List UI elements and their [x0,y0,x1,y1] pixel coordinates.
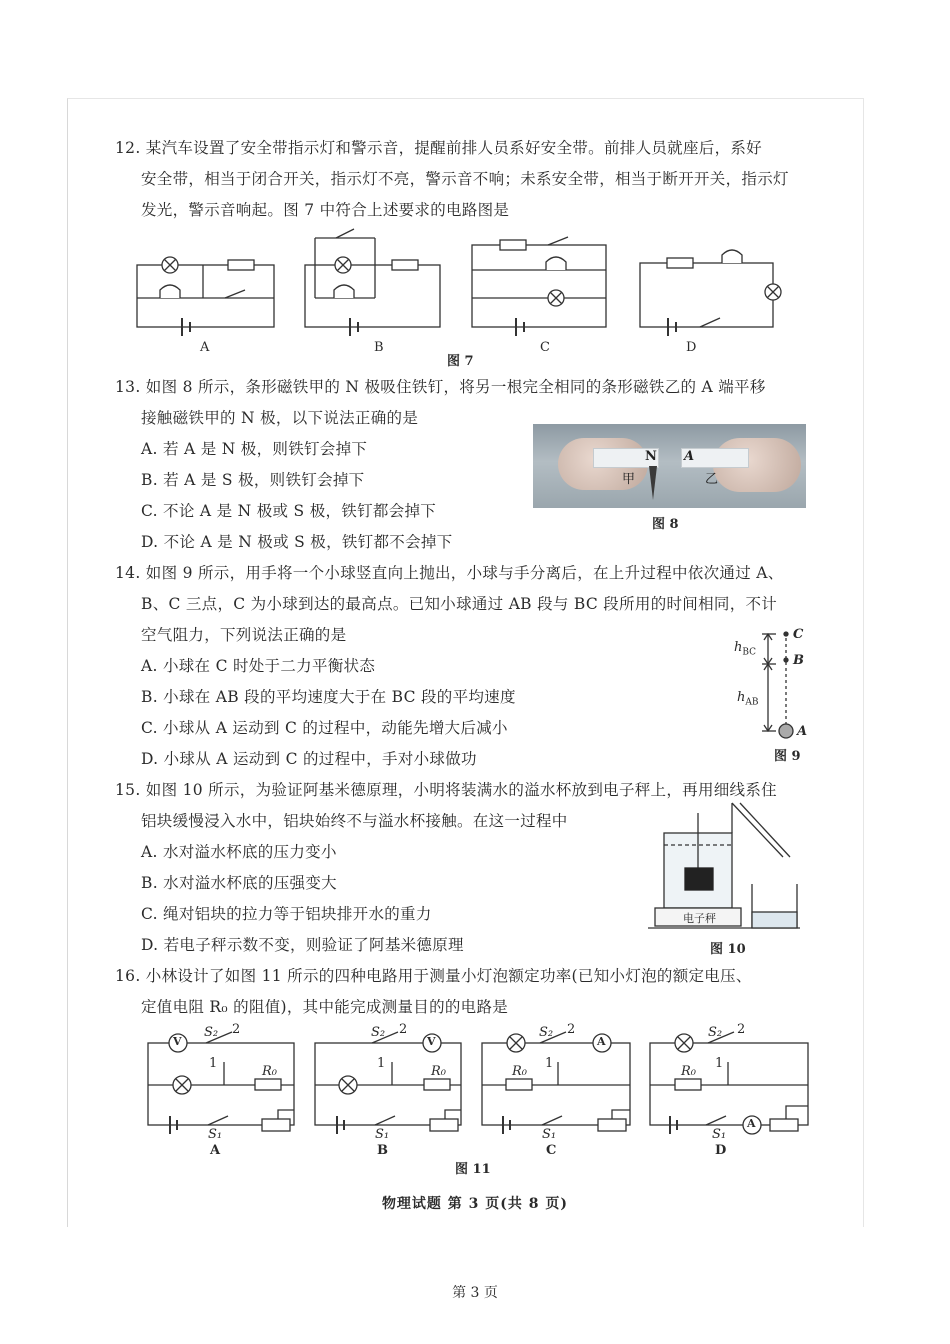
fig9-hab-sub: AB [745,697,759,708]
fig9-point-a: A [797,724,808,739]
q16-line-2: 定值电阻 R₀ 的阻值)，其中能完成测量目的的电路是 [141,998,509,1016]
fig11-label-d: D [715,1143,727,1158]
fig8-caption: 图 8 [652,517,679,532]
q15-choice-d: D. 若电子秤示数不变，则验证了阿基米德原理 [141,936,464,954]
q12-line-3: 发光，警示音响起。图 7 中符合上述要求的电路图是 [141,201,510,219]
q14-line-2: B、C 三点，C 为小球到达的最高点。已知小球通过 AB 段与 BC 段所用的时间相同，不计 [141,595,778,613]
fig7-label-d: D [686,340,697,355]
fig11a-voltmeter: V [173,1035,182,1048]
q15-choice-c: C. 绳对铝块的拉力等于铝块排开水的重力 [141,905,432,923]
fig11c-s2: S₂ [539,1025,554,1040]
magnet-a-label: A [684,449,695,464]
fig10-scale-label: 电子秤 [683,912,716,925]
fig11b-t1: 1 [377,1056,386,1071]
page-footer: 第 3 页 [452,1285,498,1301]
fig11d-s2: S₂ [708,1025,723,1040]
fig11a-s2: S₂ [204,1025,219,1040]
q14-line-1: 14. 如图 9 所示，用手将一个小球竖直向上抛出，小球与手分离后，在上升过程中依次通过 A、 [115,564,784,582]
fig10-caption: 图 10 [710,942,746,957]
fig11c-t1: 1 [545,1056,554,1071]
magnet-n-label: N [645,449,657,464]
fig11a-t2: 2 [232,1022,241,1037]
fig11b-s2: S₂ [371,1025,386,1040]
fig11b-r0: R₀ [431,1064,446,1079]
q16-line-1: 16. 小林设计了如图 11 所示的四种电路用于测量小灯泡额定功率(已知小灯泡的额定电压、 [115,967,752,985]
fig7-label-b: B [374,340,384,355]
fig9-caption: 图 9 [774,749,801,764]
fig9-hab-h: h [737,690,746,705]
magnet-jia-label: 甲 [622,472,636,487]
fig11a-t1: 1 [209,1056,218,1071]
magnet-yi-label: 乙 [705,472,719,487]
q14-line-3: 空气阻力，下列说法正确的是 [141,626,347,644]
q13-choice-d: D. 不论 A 是 N 极或 S 极，铁钉都不会掉下 [141,533,453,551]
q14-choice-c: C. 小球从 A 运动到 C 的过程中，动能先增大后减小 [141,719,508,737]
q14-choice-a: A. 小球在 C 时处于二力平衡状态 [141,657,376,675]
sheet-footer: 物理试题 第 3 页(共 8 页) [381,1196,569,1212]
q12-line-2: 安全带，相当于闭合开关，指示灯不亮，警示音不响；未系安全带，相当于断开开关，指示灯 [141,170,789,188]
q15-choice-b: B. 水对溢水杯底的压强变大 [141,874,337,892]
fig11-label-a: A [210,1143,221,1158]
q13-line-2: 接触磁铁甲的 N 极，以下说法正确的是 [141,409,419,427]
fig11d-t1: 1 [715,1056,724,1071]
q15-line-1: 15. 如图 10 所示，为验证阿基米德原理，小明将装满水的溢水杯放到电子秤上，再用细线系住 [115,781,777,799]
fig11-label-c: C [546,1143,557,1158]
fig11c-ammeter: A [597,1035,606,1048]
fig11-caption: 图 11 [455,1162,491,1177]
q14-choice-d: D. 小球从 A 运动到 C 的过程中，手对小球做功 [141,750,477,768]
fig11c-t2: 2 [567,1022,576,1037]
fig9-hbc-sub: BC [742,647,757,658]
fig11c-s1: S₁ [542,1127,557,1142]
fig9-point-c: C [793,627,804,642]
fig11b-s1: S₁ [375,1127,390,1142]
fig11a-s1: S₁ [208,1127,223,1142]
fig9-point-b: B [793,653,804,668]
q13-choice-c: C. 不论 A 是 N 极或 S 极，铁钉都会掉下 [141,502,437,520]
fig7-caption: 图 7 [447,354,474,369]
fig7-label-a: A [200,340,210,355]
fig9-hbc-h: h [734,640,743,655]
q14-choice-b: B. 小球在 AB 段的平均速度大于在 BC 段的平均速度 [141,688,516,706]
fig11b-voltmeter: V [427,1035,436,1048]
fig11d-r0: R₀ [681,1064,696,1079]
fig11d-t2: 2 [737,1022,746,1037]
q13-choice-a: A. 若 A 是 N 极，则铁钉会掉下 [141,440,368,458]
fig11b-t2: 2 [399,1022,408,1037]
q12-line-1: 12. 某汽车设置了安全带指示灯和警示音，提醒前排人员系好安全带。前排人员就座后，系好 [115,139,762,157]
fig11d-s1: S₁ [712,1127,727,1142]
fig7-label-c: C [540,340,550,355]
fig11d-ammeter: A [747,1117,756,1130]
fig11c-r0: R₀ [512,1064,527,1079]
q13-line-1: 13. 如图 8 所示，条形磁铁甲的 N 极吸住铁钉，将另一根完全相同的条形磁铁乙的 A 端平移 [115,378,766,396]
fig11-label-b: B [377,1143,388,1158]
q15-choice-a: A. 水对溢水杯底的压力变小 [141,843,337,861]
q13-choice-b: B. 若 A 是 S 极，则铁钉会掉下 [141,471,365,489]
fig11a-r0: R₀ [262,1064,277,1079]
q15-line-2: 铝块缓慢浸入水中，铝块始终不与溢水杯接触。在这一过程中 [141,812,568,830]
